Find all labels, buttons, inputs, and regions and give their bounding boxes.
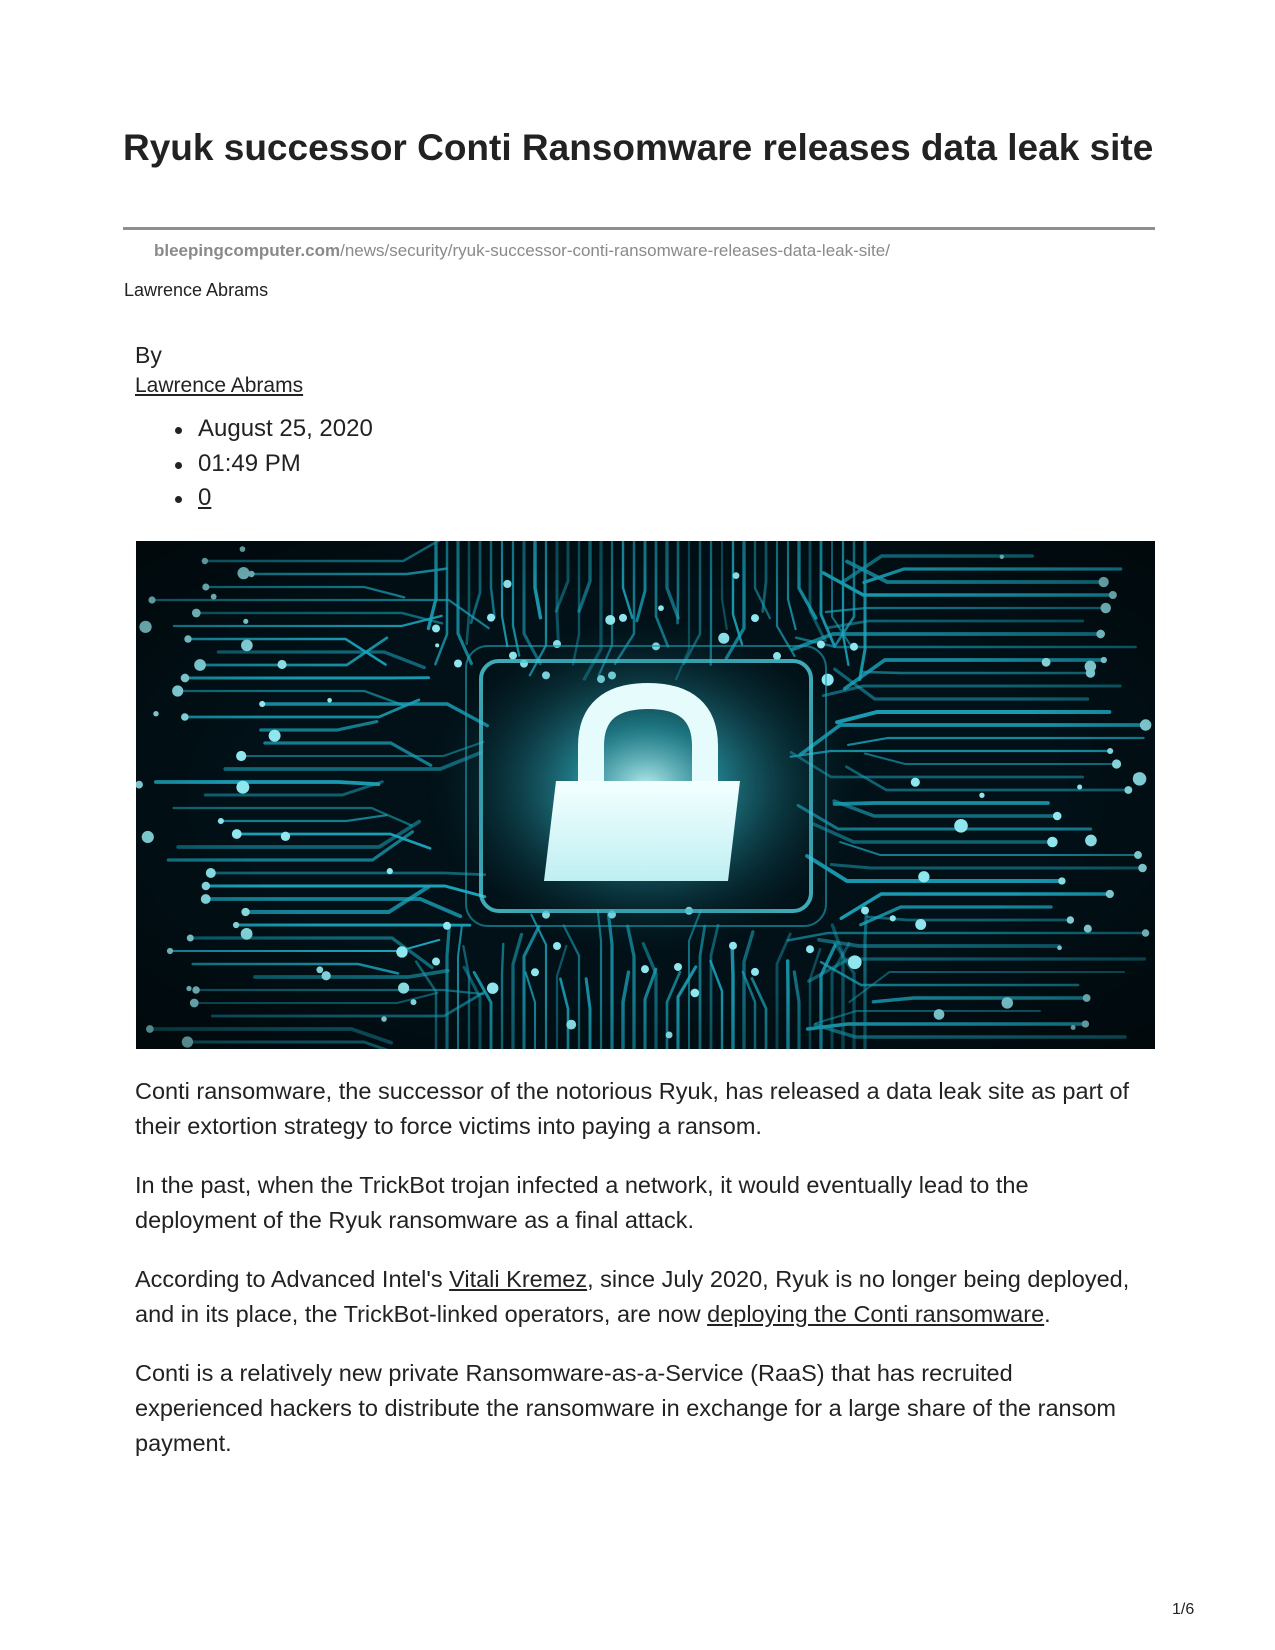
source-path: /news/security/ryuk-successor-conti-ransomware-releases-data-leak-site/ bbox=[340, 241, 890, 260]
comments-count-link[interactable]: 0 bbox=[198, 484, 212, 511]
vitali-kremez-link[interactable]: Vitali Kremez bbox=[449, 1266, 588, 1292]
byline-label: By bbox=[135, 342, 162, 368]
hero-image bbox=[136, 541, 1155, 1049]
paragraph-3-text-1: According to Advanced Intel's bbox=[135, 1266, 450, 1292]
article-body bbox=[135, 1074, 1145, 1485]
page-number: 1/6 bbox=[1172, 1601, 1195, 1618]
paragraph-3-text-2: , since July 2020, Ryuk is no longer being deployed, and in its place, the TrickBot-linked operators, are now bbox=[135, 1266, 1130, 1327]
paragraph-3 bbox=[135, 1262, 1145, 1332]
title-divider bbox=[123, 227, 1155, 230]
meta-date: August 25, 2020 bbox=[172, 412, 373, 447]
meta-comments bbox=[172, 481, 373, 516]
paragraph-3-text-3: . bbox=[1044, 1301, 1051, 1327]
author-link[interactable]: Lawrence Abrams bbox=[135, 374, 304, 397]
paragraph-1: Conti ransomware, the successor of the notorious Ryuk, has released a data leak site as part of their extortion strategy to force victims into paying a ransom. bbox=[135, 1078, 1130, 1139]
paragraph-2: In the past, when the TrickBot trojan infected a network, it would eventually lead to the deployment of the Ryuk ransomware as a final attack. bbox=[135, 1172, 1029, 1233]
source-url[interactable] bbox=[154, 241, 890, 261]
article-meta-list bbox=[172, 412, 373, 516]
article-title: Ryuk successor Conti Ransomware releases data leak site bbox=[123, 127, 1154, 168]
circuit-board-lock-image bbox=[136, 541, 1155, 1049]
author-name: Lawrence Abrams bbox=[124, 280, 269, 300]
source-domain: bleepingcomputer.com bbox=[154, 241, 341, 260]
conti-ransomware-link[interactable]: deploying the Conti ransomware bbox=[707, 1301, 1045, 1327]
paragraph-4: Conti is a relatively new private Ransomware-as-a-Service (RaaS) that has recruited experienced hackers to distribute the ransomware in exchange for a large share of the ransom payment. bbox=[135, 1360, 1117, 1456]
meta-time: 01:49 PM bbox=[172, 447, 373, 482]
